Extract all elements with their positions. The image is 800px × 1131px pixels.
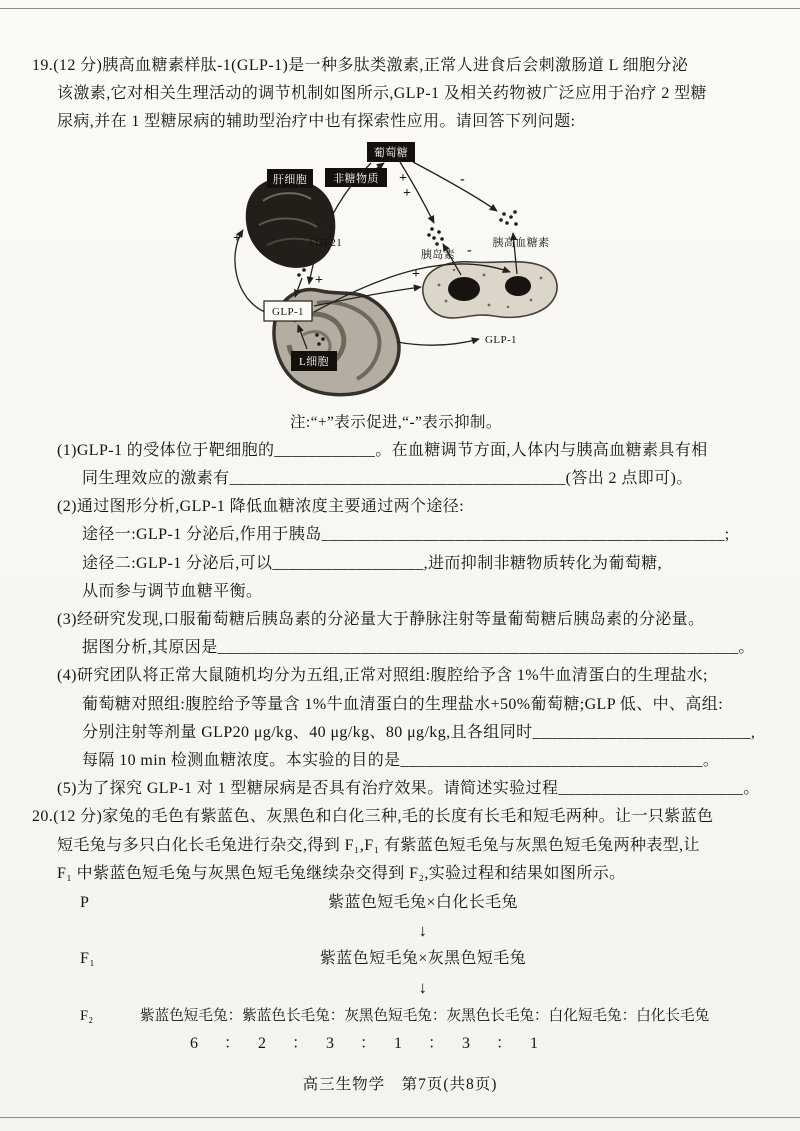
liver-cell-label: 肝细胞 [272, 173, 308, 186]
q20-stem-line-3: F₁ 中紫蓝色短毛兔与灰黑色短毛兔继续杂交得到 F₂,实验过程和结果如图所示。 [57, 864, 626, 882]
fgf21-label: FGF21 [309, 236, 343, 249]
q19-sub3-line-1: (3)经研究发现,口服葡萄糖后胰岛素的分泌量大于静脉注射等量葡萄糖后胰岛素的分泌量。 [57, 611, 705, 629]
minus-sign: - [460, 171, 466, 187]
f2-ratio-row: 6 ： 2 ： 3 ： 1 ： 3 ： 1 [190, 1035, 544, 1053]
f2-phenotypes-text: 紫蓝色短毛兔：紫蓝色长毛兔：灰黑色短毛兔：灰黑色长毛兔：白化短毛兔：白化长毛兔 [140, 1007, 710, 1024]
q20-stem-line-1: 20.(12 分)家兔的毛色有紫蓝色、灰黑色和白化三种,毛的长度有长毛和短毛两种。让一只紫蓝色 [32, 808, 714, 826]
q19-sub4-line-1: (4)研究团队将正常大鼠随机均分为五组,正常对照组:腹腔给予含 1%牛血清蛋白的生理盐水; [57, 667, 708, 685]
pancreas-islet-left [448, 277, 480, 301]
glp1-diagram [32, 137, 774, 409]
insulin-label: 胰岛素 [420, 248, 456, 261]
glp1-box-label: GLP-1 [272, 305, 304, 318]
diagram-note: 注:“+”表示促进,“-”表示抑制。 [290, 413, 502, 431]
q19-stem-line-3: 尿病,并在 1 型糖尿病的辅助型治疗中也有探索性应用。请回答下列问题: [57, 113, 576, 131]
q19-sub2-line-3: 途径二:GLP-1 分泌后,可以__________________,进而抑制非糖物质转化为葡萄糖, [82, 554, 663, 572]
arrow-glucose-to-glucagon [413, 162, 497, 211]
f2-generation-label: F₂ [80, 1007, 94, 1024]
arrow-nonsugar-to-glucose [377, 163, 384, 168]
page-content [32, 52, 774, 1058]
q19-sub2-line-4: 从而参与调节血糖平衡。 [82, 582, 263, 600]
down-arrow: ↓ [418, 977, 428, 997]
f1-generation-row [32, 945, 774, 973]
q19-stem-line-2: 该激素,它对相关生理活动的调节机制如图所示,GLP-1 及相关药物被广泛应用于治疗 2 型糖 [57, 85, 707, 103]
q19-sub1-line-1: (1)GLP-1 的受体位于靶细胞的____________。在血糖调节方面,人体内与胰高血糖素具有相 [57, 441, 708, 459]
p-generation-row [32, 889, 774, 917]
glucose-label: 葡萄糖 [373, 146, 409, 159]
page-bottom-rule [0, 1117, 800, 1118]
plus-sign: + [315, 272, 324, 288]
l-cell-label: L细胞 [299, 355, 329, 368]
q19-sub4-line-2: 葡萄糖对照组:腹腔给予等量含 1%牛血清蛋白的生理盐水+50%葡萄糖;GLP 低、中、高组: [82, 695, 724, 713]
liver-shape [246, 178, 336, 267]
page-footer: 高三生物学 第7页(共8页) [302, 1076, 498, 1093]
q19-stem-line-1: 19.(12 分)胰高血糖素样肽-1(GLP-1)是一种多肽类激素,正常人进食后会刺激肠道 L 细胞分泌 [32, 57, 689, 74]
p-cross-text: 紫蓝色短毛兔×白化长毛兔 [328, 894, 518, 912]
q19-sub2-line-1: (2)通过图形分析,GLP-1 降低血糖浓度主要通过两个途径: [57, 498, 465, 516]
l-cell-box [291, 351, 337, 371]
f2-generation-row [32, 1002, 774, 1030]
plus-sign: + [233, 230, 242, 246]
down-arrow: ↓ [418, 921, 428, 941]
glucose-box [367, 142, 415, 162]
q19-sub2-line-2: 途径一:GLP-1 分泌后,作用于胰岛________________________________________________; [82, 526, 730, 544]
plus-sign: + [403, 185, 412, 201]
q19-sub1-line-2: 同生理效应的激素有________________________________________(答出 2 点即可)。 [82, 470, 693, 488]
f1-generation-label: F₁ [80, 950, 96, 968]
arrow-gut-to-glp1-label [397, 339, 479, 345]
insulin-molecules [427, 227, 444, 246]
plus-sign: + [412, 266, 421, 282]
p-generation-label: P [80, 894, 90, 912]
glp1-box [264, 301, 312, 321]
glucagon-label: 胰高血糖素 [492, 236, 550, 249]
pancreas-shape [423, 261, 557, 317]
q19-sub4-line-3: 分别注射等剂量 GLP20 μg/kg、40 μg/kg、80 μg/kg,且各组同时__________________________, [82, 723, 756, 741]
q19-sub4-line-4: 每隔 10 min 检测血糖浓度。本实验的目的是____________________________________。 [82, 752, 720, 770]
f1-cross-text: 紫蓝色短毛兔×灰黑色短毛兔 [319, 950, 527, 968]
non-sugar-label: 非糖物质 [333, 172, 379, 185]
cross-diagram [32, 889, 774, 1058]
minus-sign: - [467, 242, 473, 258]
glucagon-molecules [499, 210, 518, 226]
page-top-rule [0, 8, 800, 9]
plus-sign: + [399, 170, 408, 186]
glp1-blood-label: GLP-1 [485, 333, 517, 346]
q20-stem-line-2: 短毛兔与多只白化长毛兔进行杂交,得到 F₁,F₁ 有紫蓝色短毛兔与灰黑色短毛兔两种表型,让 [57, 836, 700, 854]
q19-sub5-line-1: (5)为了探究 GLP-1 对 1 型糖尿病是否具有治疗效果。请简述实验过程______________________。 [57, 780, 760, 798]
glp1-regulation-figure [225, 139, 597, 407]
non-sugar-box [325, 168, 387, 187]
q19-sub3-line-2: 据图分析,其原因是______________________________________________________________。 [82, 639, 755, 657]
pancreas-islet-right [505, 276, 531, 296]
liver-cell-box [267, 169, 313, 188]
